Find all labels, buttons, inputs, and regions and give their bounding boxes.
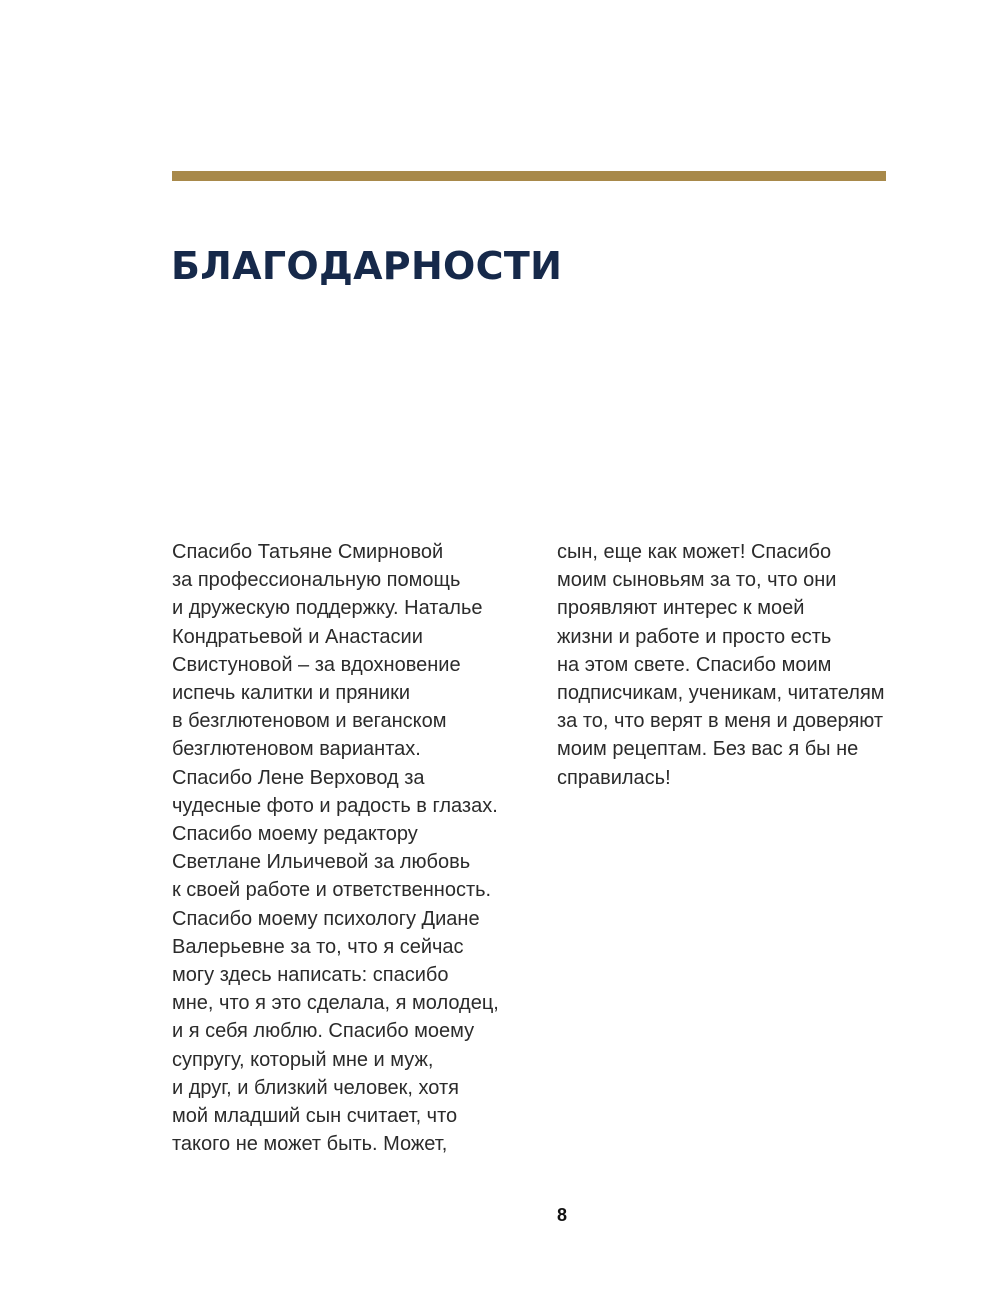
text-line: справилась!	[557, 766, 671, 789]
text-line: сын, еще как может! Спасибо	[557, 541, 832, 563]
text-line: мой младший сын считает, что	[172, 1105, 458, 1128]
text-line: жизни и работе и просто есть	[557, 625, 832, 648]
text-line: моим рецептам. Без вас я бы не	[557, 738, 859, 761]
text-line: и дружескую поддержку. Наталье	[172, 597, 483, 620]
text-line: супругу, который мне и муж,	[172, 1048, 434, 1071]
text-line: чудесные фото и радость в глазах.	[172, 794, 498, 817]
text-line: проявляют интерес к моей	[557, 597, 805, 620]
text-line: могу здесь написать: спасибо	[172, 964, 449, 987]
text-line: моим сыновьям за то, что они	[557, 569, 837, 592]
text-line: мне, что я это сделала, я молодец,	[172, 992, 499, 1015]
text-line: Спасибо моему психологу Диане	[172, 907, 480, 930]
text-line: Валерьевне за то, что я сейчас	[172, 935, 464, 958]
text-line: в безглютеновом и веганском	[172, 710, 447, 733]
header-accent-rule	[172, 171, 886, 181]
body-text-right-column	[557, 538, 897, 792]
text-line: и друг, и близкий человек, хотя	[172, 1076, 459, 1099]
text-line: за то, что верят в меня и доверяют	[557, 710, 884, 733]
page-title: БЛАГОДАРНОСТИ	[171, 244, 563, 288]
text-line: Светлане Ильичевой за любовь	[172, 851, 471, 874]
text-line: испечь калитки и пряники	[172, 682, 411, 705]
text-line: такого не может быть. Может,	[172, 1133, 448, 1156]
text-line: Кондратьевой и Анастасии	[172, 625, 423, 648]
text-line: подписчикам, ученикам, читателям	[557, 682, 885, 705]
text-line: и я себя люблю. Спасибо моему	[172, 1020, 475, 1043]
text-line: к своей работе и ответственность.	[172, 879, 492, 902]
text-line: на этом свете. Спасибо моим	[557, 653, 832, 676]
text-line: безглютеновом вариантах.	[172, 738, 421, 761]
text-line: за профессиональную помощь	[172, 569, 461, 592]
body-text-left-column	[172, 538, 512, 1158]
text-line: Свистуновой – за вдохновение	[172, 653, 461, 676]
text-line: Спасибо Татьяне Смирновой	[172, 541, 444, 563]
text-line: Спасибо Лене Верховод за	[172, 766, 425, 789]
text-line: Спасибо моему редактору	[172, 823, 418, 846]
page-number: 8	[556, 1205, 567, 1225]
